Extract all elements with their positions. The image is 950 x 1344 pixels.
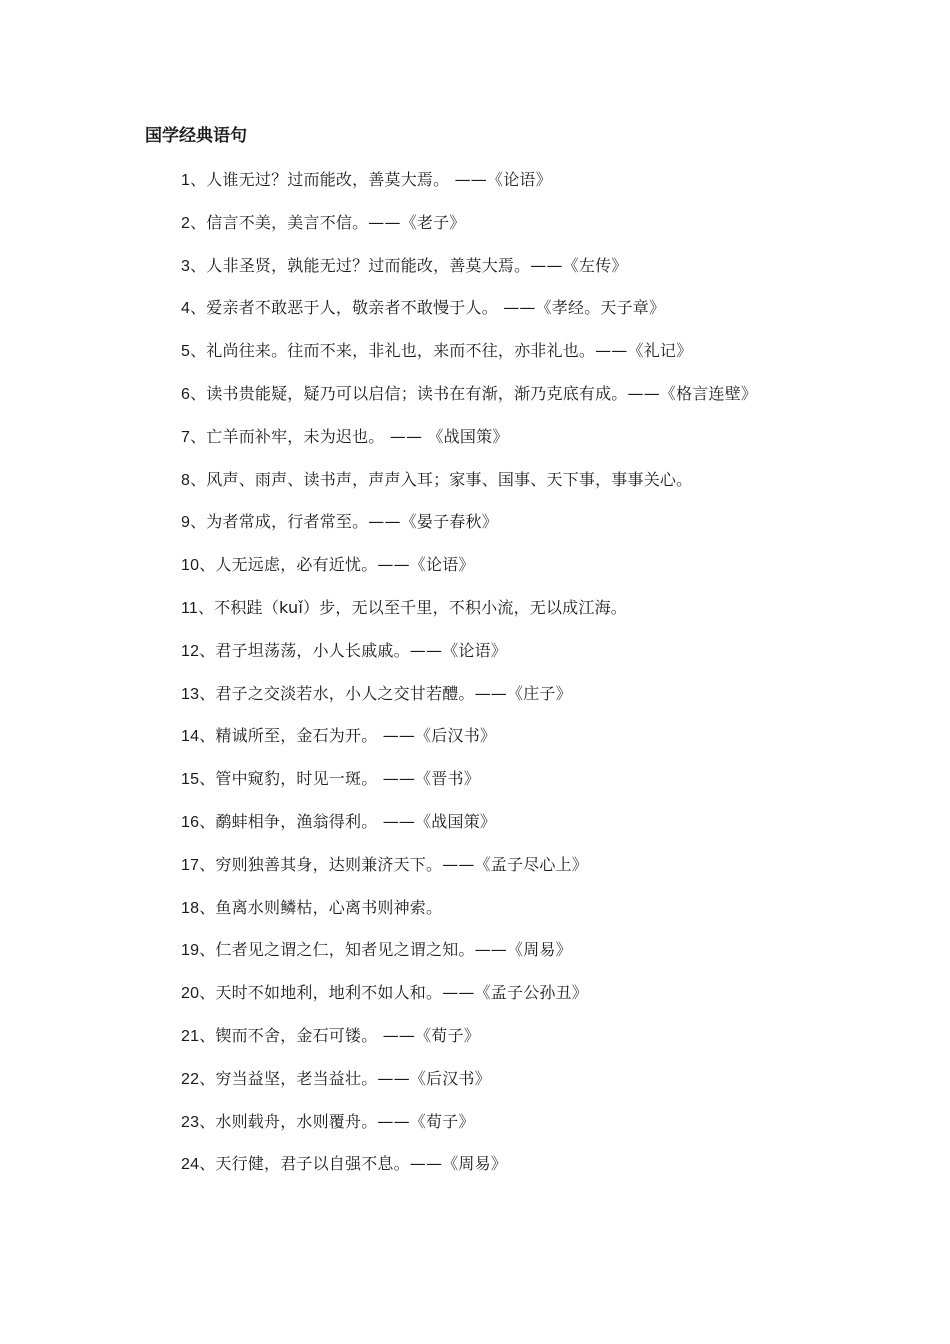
quote-item — [181, 596, 757, 639]
quote-item — [181, 510, 757, 553]
quote-number: 3 — [181, 257, 191, 275]
quote-number: 6 — [181, 385, 191, 403]
quote-item — [181, 211, 757, 254]
quote-text: 、天时不如地利，地利不如人和。——《孟子公孙丑》 — [199, 983, 589, 1003]
quote-text: 、仁者见之谓之仁，知者见之谓之知。——《周易》 — [199, 940, 572, 960]
quote-text: 、人谁无过？过而能改，善莫大焉。 ——《论语》 — [190, 170, 552, 189]
quote-item — [181, 1110, 757, 1153]
quote-text: 、水则载舟，水则覆舟。——《荀子》 — [199, 1111, 475, 1131]
quote-item — [181, 1067, 757, 1110]
quote-number: 4 — [181, 300, 191, 318]
quote-item — [181, 468, 757, 511]
quote-text: 、管中窥豹，时见一斑。 ——《晋书》 — [199, 769, 480, 789]
quote-number: 19 — [181, 942, 200, 960]
quote-number: 8 — [181, 471, 191, 489]
quote-text: 、不积跬（kuǐ）步，无以至千里，不积小流，无以成江海。 — [198, 597, 627, 617]
quote-text: 、人无远虑，必有近忧。——《论语》 — [199, 555, 475, 575]
quote-number: 5 — [181, 343, 191, 361]
quote-number: 15 — [181, 771, 200, 789]
quote-number: 13 — [181, 685, 200, 703]
quote-item — [181, 1024, 757, 1067]
quote-item — [181, 853, 757, 896]
quote-item — [181, 810, 757, 853]
quote-number: 10 — [181, 557, 200, 575]
quote-text: 、人非圣贤，孰能无过？过而能改，善莫大焉。——《左传》 — [190, 255, 628, 275]
quote-text: 、鹬蚌相争，渔翁得利。 ——《战国策》 — [199, 811, 497, 831]
quote-number: 11 — [181, 599, 199, 617]
quote-item — [181, 425, 757, 468]
quote-item — [181, 724, 757, 767]
quote-number: 16 — [181, 813, 200, 831]
quote-text: 、爱亲者不敢恶于人，敬亲者不敢慢于人。 ——《孝经。天子章》 — [190, 298, 666, 318]
quote-number: 23 — [181, 1113, 200, 1131]
quote-text: 、读书贵能疑，疑乃可以启信；读书在有渐，渐乃克底有成。——《格言连壁》 — [190, 383, 758, 403]
quote-number: 18 — [181, 899, 200, 917]
quote-number: 1 — [181, 172, 191, 189]
document-title: 国学经典语句 — [145, 126, 247, 146]
quote-text: 、为者常成，行者常至。——《晏子春秋》 — [190, 512, 498, 532]
quote-number: 21 — [181, 1027, 200, 1045]
quote-item — [181, 168, 757, 211]
quote-number: 24 — [181, 1156, 200, 1174]
quote-number: 17 — [181, 856, 200, 874]
quote-item — [181, 682, 757, 725]
quote-text: 、穷当益坚，老当益壮。——《后汉书》 — [199, 1068, 491, 1088]
quote-item — [181, 296, 757, 339]
quote-number: 9 — [181, 514, 191, 532]
quote-item — [181, 1152, 757, 1195]
quote-text: 、天行健，君子以自强不息。——《周易》 — [199, 1154, 508, 1174]
quote-list — [181, 168, 757, 1195]
quote-item — [181, 981, 757, 1024]
quote-number: 20 — [181, 985, 200, 1003]
quote-item — [181, 254, 757, 297]
quote-text: 、君子之交淡若水，小人之交甘若醴。——《庄子》 — [199, 683, 572, 703]
quote-number: 22 — [181, 1070, 200, 1088]
quote-item — [181, 639, 757, 682]
quote-text: 、信言不美，美言不信。——《老子》 — [190, 212, 466, 232]
quote-number: 12 — [181, 642, 200, 660]
quote-number: 7 — [181, 428, 191, 446]
quote-item — [181, 339, 757, 382]
quote-item — [181, 553, 757, 596]
quote-item — [181, 382, 757, 425]
quote-item — [181, 938, 757, 981]
quote-text: 、君子坦荡荡，小人长戚戚。——《论语》 — [199, 640, 508, 660]
quote-text: 、锲而不舍，金石可镂。 ——《荀子》 — [199, 1025, 480, 1045]
quote-text: 、精诚所至，金石为开。 ——《后汉书》 — [199, 726, 497, 746]
quote-text: 、风声、雨声、读书声，声声入耳；家事、国事、天下事，事事关心。 — [190, 469, 693, 489]
quote-text: 、穷则独善其身，达则兼济天下。——《孟子尽心上》 — [199, 854, 589, 874]
quote-number: 2 — [181, 214, 191, 232]
quote-text: 、亡羊而补牢，未为迟也。 —— 《战国策》 — [190, 426, 509, 446]
quote-item — [181, 896, 757, 939]
quote-text: 、礼尚往来。往而不来，非礼也，来而不往，亦非礼也。——《礼记》 — [190, 341, 693, 361]
quote-item — [181, 767, 757, 810]
quote-text: 、鱼离水则鳞枯，心离书则神索。 — [199, 897, 443, 917]
quote-number: 14 — [181, 728, 200, 746]
